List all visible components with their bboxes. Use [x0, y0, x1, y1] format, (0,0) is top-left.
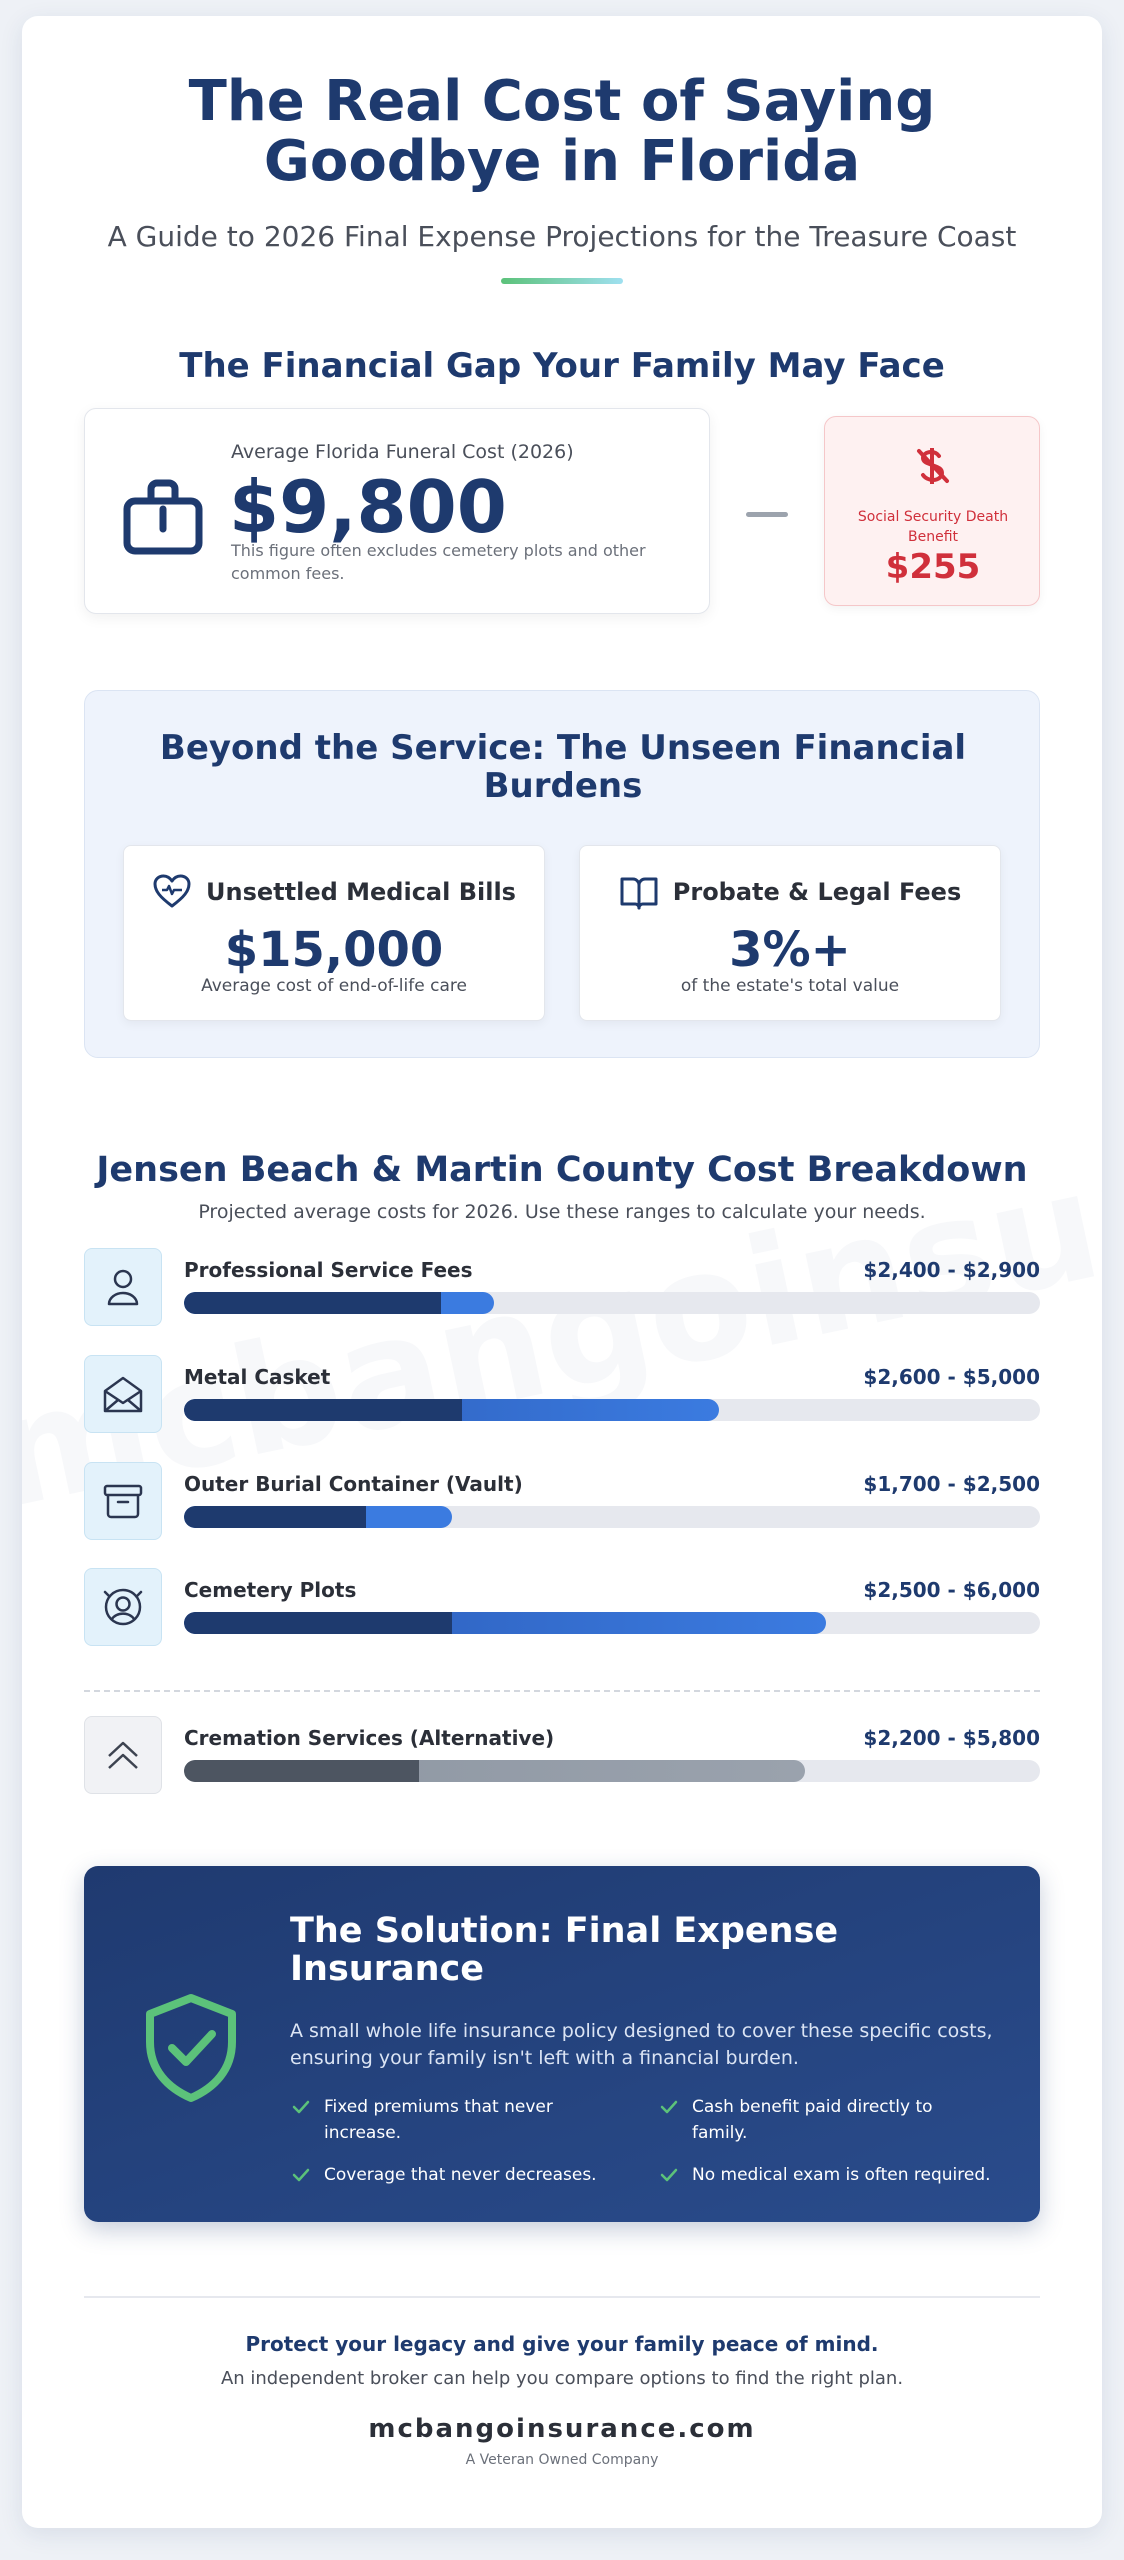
cost-row-label: Cremation Services (Alternative)	[184, 1726, 555, 1750]
minus-operator	[746, 512, 788, 517]
cost-row-label: Cemetery Plots	[184, 1578, 357, 1602]
cost-range-low-bar	[184, 1760, 419, 1782]
cost-range-low-bar	[184, 1506, 366, 1528]
cost-range-track	[184, 1506, 1040, 1528]
cost-row-label: Metal Casket	[184, 1365, 331, 1389]
cost-row-range: $2,400 - $2,900	[863, 1258, 1040, 1282]
cost-range-low-bar	[184, 1292, 441, 1314]
social-security-label: Social Security Death Benefit	[857, 509, 1009, 545]
cost-range-track	[184, 1292, 1040, 1314]
probate-fees-note: of the estate's total value	[680, 976, 900, 996]
user-circle-icon	[84, 1568, 162, 1646]
cost-row-metal-casket	[84, 1355, 1040, 1433]
footer-tagline: Protect your legacy and give your family peace of mind.	[245, 2332, 879, 2356]
feature-text: Fixed premiums that never increase.	[324, 2097, 553, 2143]
cost-range-track	[184, 1612, 1040, 1634]
title-line-1: The Real Cost of Saying	[188, 69, 936, 134]
gap-section-title: The Financial Gap Your Family May Face	[179, 346, 945, 386]
cost-range-low-bar	[184, 1399, 462, 1421]
medical-bills-title: Unsettled Medical Bills	[206, 878, 516, 906]
funeral-cost-label: Average Florida Funeral Cost (2026)	[231, 441, 574, 463]
probate-fees-value: 3%+	[729, 922, 851, 978]
cost-range-low-bar	[184, 1612, 452, 1634]
probate-fees-title: Probate & Legal Fees	[672, 878, 962, 906]
cost-row-professional-service	[84, 1248, 1040, 1326]
cost-row-label: Professional Service Fees	[184, 1258, 473, 1282]
feature-item	[290, 2094, 610, 2146]
footer-divider	[84, 2296, 1040, 2298]
check-icon	[660, 2100, 678, 2114]
feature-item	[290, 2162, 610, 2188]
cost-row-cemetery-plots	[84, 1568, 1040, 1646]
solution-panel	[84, 1866, 1040, 2222]
cost-row-range: $2,600 - $5,000	[863, 1365, 1040, 1389]
medical-bills-note: Average cost of end-of-life care	[201, 976, 467, 996]
medical-bills-card	[123, 845, 545, 1021]
feature-item	[658, 2162, 1018, 2188]
cost-row-label: Outer Burial Container (Vault)	[184, 1472, 523, 1496]
chevrons-up-icon	[84, 1716, 162, 1794]
cost-row-cremation	[84, 1716, 1040, 1794]
cost-row-burial-vault	[84, 1462, 1040, 1540]
company-tagline: A Veteran Owned Company	[465, 2452, 659, 2468]
footer-note: An independent broker can help you compare options to find the right plan.	[220, 2368, 904, 2389]
shield-check-icon	[136, 1992, 246, 2104]
probate-fees-card	[579, 845, 1001, 1021]
social-security-card	[824, 416, 1040, 606]
social-security-value: $255	[885, 547, 981, 587]
check-icon	[292, 2168, 310, 2182]
beyond-section-title: Beyond the Service: The Unseen Financial Burdens	[159, 728, 967, 806]
page-title	[22, 69, 1102, 194]
section-divider	[84, 1690, 1040, 1692]
solution-title: The Solution: Final Expense Insurance	[290, 1911, 839, 1989]
no-dollar-icon	[915, 447, 951, 485]
medical-bills-value: $15,000	[224, 922, 444, 978]
briefcase-icon	[123, 479, 203, 555]
cost-range-track	[184, 1399, 1040, 1421]
feature-text: Coverage that never decreases.	[324, 2165, 597, 2185]
breakdown-title: Jensen Beach & Martin County Cost Breakdown	[96, 1150, 1028, 1190]
feature-item	[658, 2094, 978, 2146]
cost-row-range: $1,700 - $2,500	[863, 1472, 1040, 1496]
page-subtitle: A Guide to 2026 Final Expense Projections for the Treasure Coast	[107, 220, 1017, 253]
title-accent-rule	[501, 278, 623, 284]
solution-description: A small whole life insurance policy designed to cover these specific costs, ensuring your family isn't left with a financial burden.	[290, 2020, 993, 2069]
infographic-card	[22, 16, 1102, 2528]
title-line-2: Goodbye in Florida	[263, 129, 861, 194]
heart-pulse-icon	[152, 872, 192, 912]
archive-box-icon	[84, 1462, 162, 1540]
funeral-cost-value: $9,800	[229, 465, 507, 549]
funeral-cost-note: This figure often excludes cemetery plots and other common fees.	[231, 541, 646, 583]
cost-row-range: $2,500 - $6,000	[863, 1578, 1040, 1602]
person-icon	[84, 1248, 162, 1326]
funeral-cost-card	[84, 408, 710, 614]
check-icon	[292, 2100, 310, 2114]
check-icon	[660, 2168, 678, 2182]
website-link[interactable]: mcbangoinsurance.com	[368, 2414, 756, 2444]
breakdown-subtitle: Projected average costs for 2026. Use these ranges to calculate your needs.	[198, 1201, 926, 1223]
cost-range-track	[184, 1760, 1040, 1782]
open-book-icon	[619, 872, 659, 912]
beyond-service-section	[84, 690, 1040, 1058]
envelope-open-icon	[84, 1355, 162, 1433]
feature-text: No medical exam is often required.	[692, 2165, 991, 2185]
cost-row-range: $2,200 - $5,800	[863, 1726, 1040, 1750]
feature-text: Cash benefit paid directly to family.	[692, 2097, 933, 2143]
